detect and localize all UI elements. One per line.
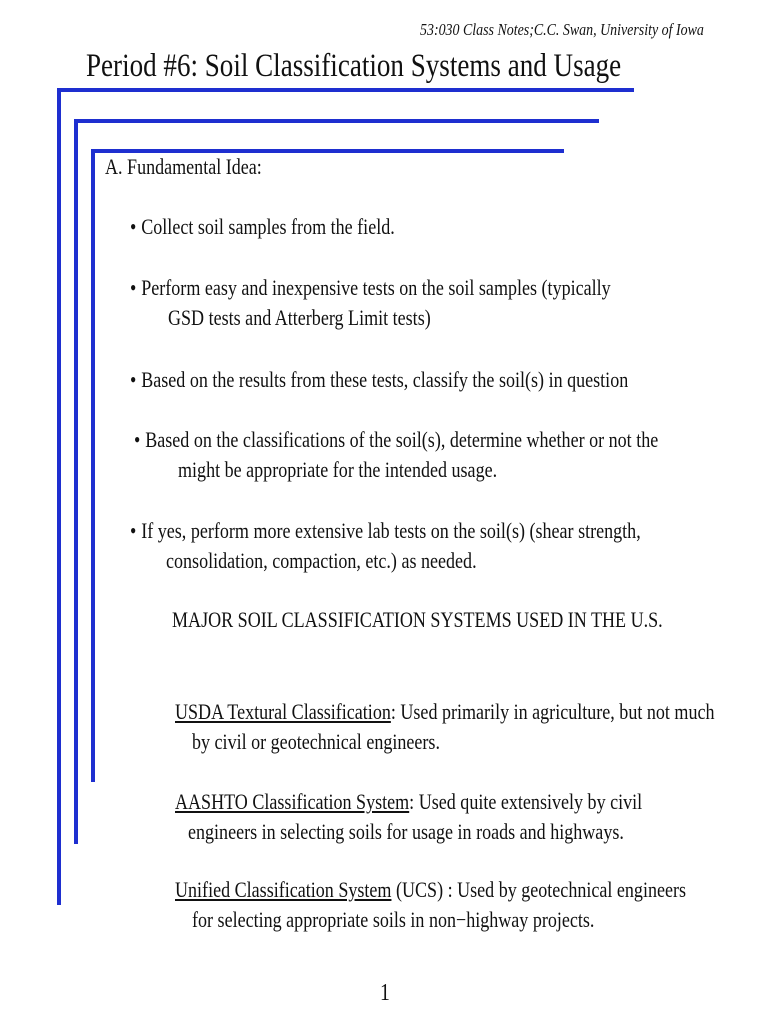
system-item-ucs: Unified Classification System (UCS) : Used by geotechnical engineers — [175, 877, 687, 902]
list-item-continuation: consolidation, compaction, etc.) as needed. — [166, 548, 477, 573]
system-name: USDA Textural Classification — [175, 699, 391, 724]
system-item-aashto: AASHTO Classification System: Used quite extensively by civil — [175, 789, 643, 814]
header-note: 53:030 Class Notes;C.C. Swan, University of Iowa — [420, 20, 704, 39]
list-item: • Based on the classifications of the soil(s), determine whether or not the — [134, 427, 659, 452]
list-item-continuation: GSD tests and Atterberg Limit tests) — [168, 305, 431, 330]
bullet-icon: • — [130, 518, 137, 543]
bullet-icon: • — [130, 367, 137, 392]
systems-heading: MAJOR SOIL CLASSIFICATION SYSTEMS USED IN THE U.S. — [172, 607, 663, 632]
bullet-icon: • — [130, 214, 137, 239]
list-item: • Collect soil samples from the field. — [130, 214, 395, 239]
list-item-continuation: might be appropriate for the intended usage. — [178, 457, 498, 482]
page-title: Period #6: Soil Classification Systems and Usage — [86, 48, 622, 84]
system-item-usda-continuation: by civil or geotechnical engineers. — [192, 729, 440, 754]
list-item: • Perform easy and inexpensive tests on the soil samples (typically — [130, 275, 611, 300]
system-name: AASHTO Classification System — [175, 789, 410, 814]
list-item: • If yes, perform more extensive lab tests on the soil(s) (shear strength, — [130, 518, 641, 543]
system-item-usda: USDA Textural Classification: Used primarily in agriculture, but not much — [175, 699, 715, 724]
system-item-ucs-continuation: for selecting appropriate soils in non−highway projects. — [192, 907, 595, 932]
system-name: Unified Classification System — [175, 877, 392, 902]
bullet-icon: • — [130, 275, 137, 300]
decorative-bar-left-1 — [57, 88, 61, 905]
decorative-bar-top-2 — [74, 119, 599, 123]
decorative-bar-top-1 — [57, 88, 634, 92]
section-a-heading: A. Fundamental Idea: — [105, 154, 262, 179]
list-item: • Based on the results from these tests, classify the soil(s) in question — [130, 367, 629, 392]
bullet-icon: • — [134, 427, 141, 452]
system-item-aashto-continuation: engineers in selecting soils for usage in roads and highways. — [188, 819, 624, 844]
page-number: 1 — [380, 980, 390, 1006]
decorative-bar-left-2 — [74, 119, 78, 844]
decorative-bar-left-3 — [91, 149, 95, 782]
